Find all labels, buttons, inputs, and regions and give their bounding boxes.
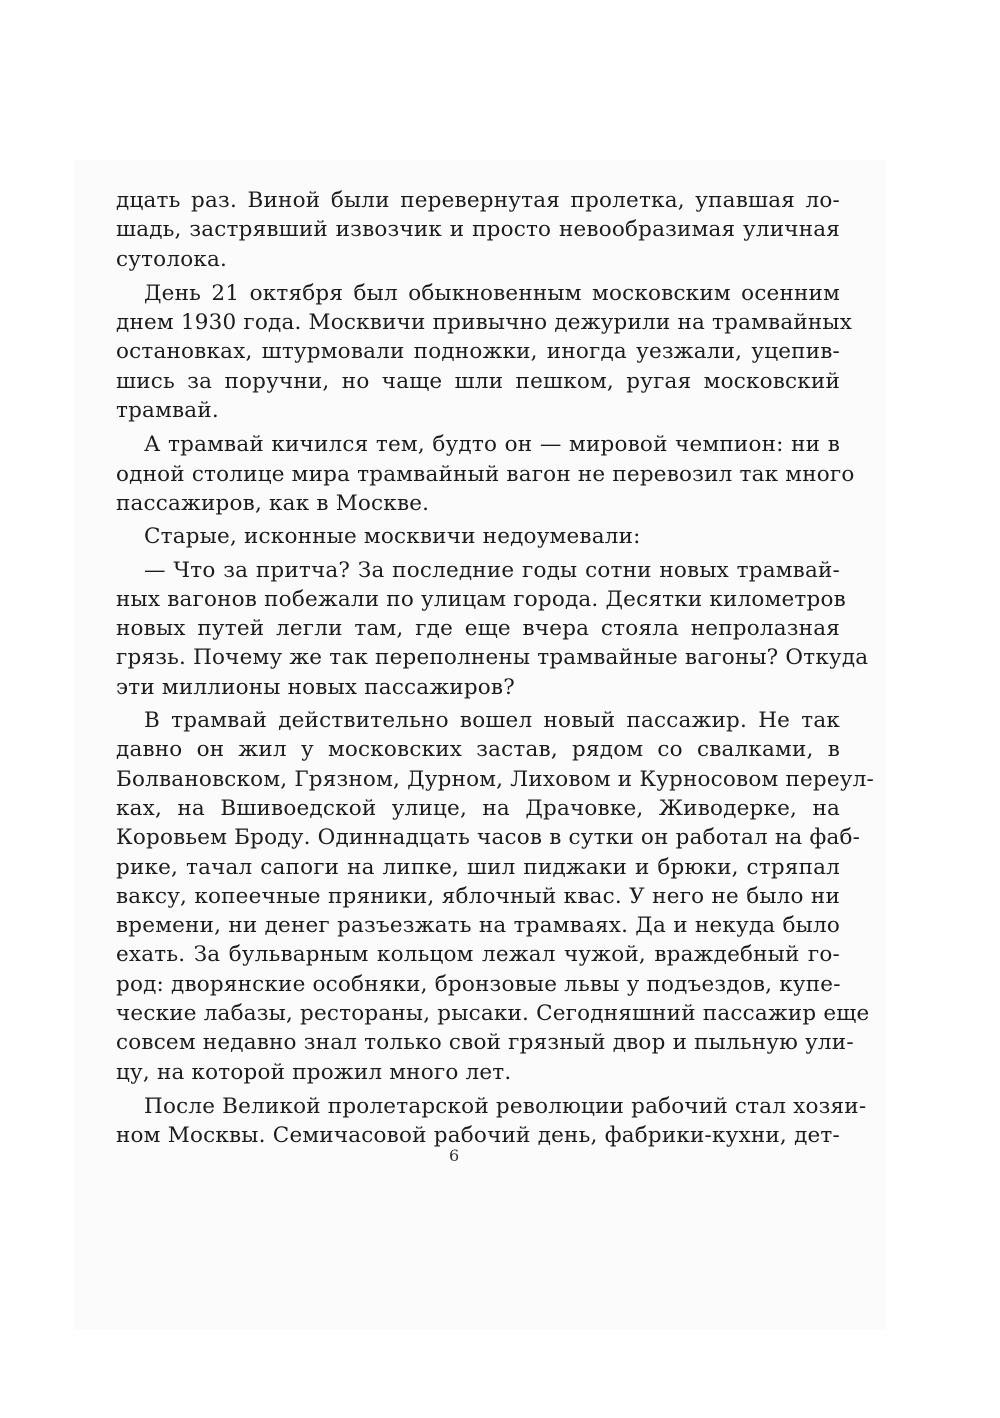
text-line: эти миллионы новых пассажиров? — [116, 674, 515, 700]
text-line: совсем недавно знал только свой грязный двор и пыльную ули- — [116, 1030, 854, 1056]
text-line: трамвай. — [116, 398, 219, 424]
text-line: Старые, исконные москвичи недоумевали: — [144, 524, 641, 550]
paragraph — [116, 186, 840, 274]
text-line: Коровьем Броду. Одиннадцать часов в сутки он работал на фаб- — [116, 825, 861, 851]
text-line: грязь. Почему же так переполнены трамвайные вагоны? Откуда — [116, 645, 869, 671]
text-line: пассажиров, как в Москве. — [116, 490, 430, 516]
paragraph — [116, 522, 840, 551]
text-line: новых путей легли там, где еще вчера стояла непролазная — [116, 616, 840, 642]
text-line: Болвановском, Грязном, Дурном, Лиховом и Курносовом переул- — [116, 766, 874, 792]
text-line: днем 1930 года. Москвичи привычно дежурили на трамвайных — [116, 310, 853, 336]
text-line: В трамвай действительно вошел новый пассажир. Не так — [144, 708, 840, 734]
body-text — [116, 186, 874, 1151]
paragraph — [116, 279, 853, 425]
text-line: давно он жил у московских застав, рядом со свалками, в — [116, 737, 840, 763]
text-line: шадь, застрявший извозчик и просто невообразимая уличная — [116, 217, 840, 243]
text-line: ном Москвы. Семичасовой рабочий день, фабрики-кухни, дет- — [116, 1123, 840, 1149]
text-line: цу, на которой прожил много лет. — [116, 1059, 512, 1085]
text-line: — Что за притча? За последние годы сотни новых трамвай- — [144, 557, 840, 583]
text-line: рике, тачал сапоги на липке, шил пиджаки и брюки, стряпал — [116, 854, 840, 880]
paragraph — [116, 556, 869, 702]
text-line: остановках, штурмовали подножки, иногда уезжали, уцепив- — [116, 339, 840, 365]
text-line: шись за поручни, но чаще шли пешком, ругая московский — [116, 368, 840, 394]
paragraph — [116, 430, 855, 518]
text-line: ках, на Вшивоедской улице, на Драчовке, Живодерке, на — [116, 795, 840, 821]
text-line: род: дворянские особняки, бронзовые львы у подъездов, купе- — [116, 971, 841, 997]
text-line: После Великой пролетарской революции рабочий стал хозяи- — [144, 1093, 867, 1119]
page-number: 6 — [449, 1146, 460, 1165]
text-line: А трамвай кичился тем, будто он — мировой чемпион: ни в — [144, 432, 840, 458]
paragraph — [116, 706, 874, 1087]
text-line: сутолока. — [116, 246, 228, 272]
text-line: дцать раз. Виной были перевернутая пролетка, упавшая ло- — [116, 188, 840, 213]
text-line: День 21 октября был обыкновенным московским осенним — [144, 280, 840, 306]
text-line: времени, ни денег разъезжать на трамваях. Да и некуда было — [116, 913, 840, 939]
text-line: ваксу, копеечные пряники, яблочный квас. У него не было ни — [116, 883, 840, 909]
text-line: одной столице мира трамвайный вагон не перевозил так много — [116, 461, 855, 487]
text-line: ехать. За бульварным кольцом лежал чужой, враждебный го- — [116, 942, 840, 968]
text-line: ных вагонов побежали по улицам города. Десятки километров — [116, 586, 846, 612]
paragraph — [116, 1092, 867, 1151]
text-line: ческие лабазы, рестораны, рысаки. Сегодняшний пассажир еще — [116, 1001, 870, 1027]
